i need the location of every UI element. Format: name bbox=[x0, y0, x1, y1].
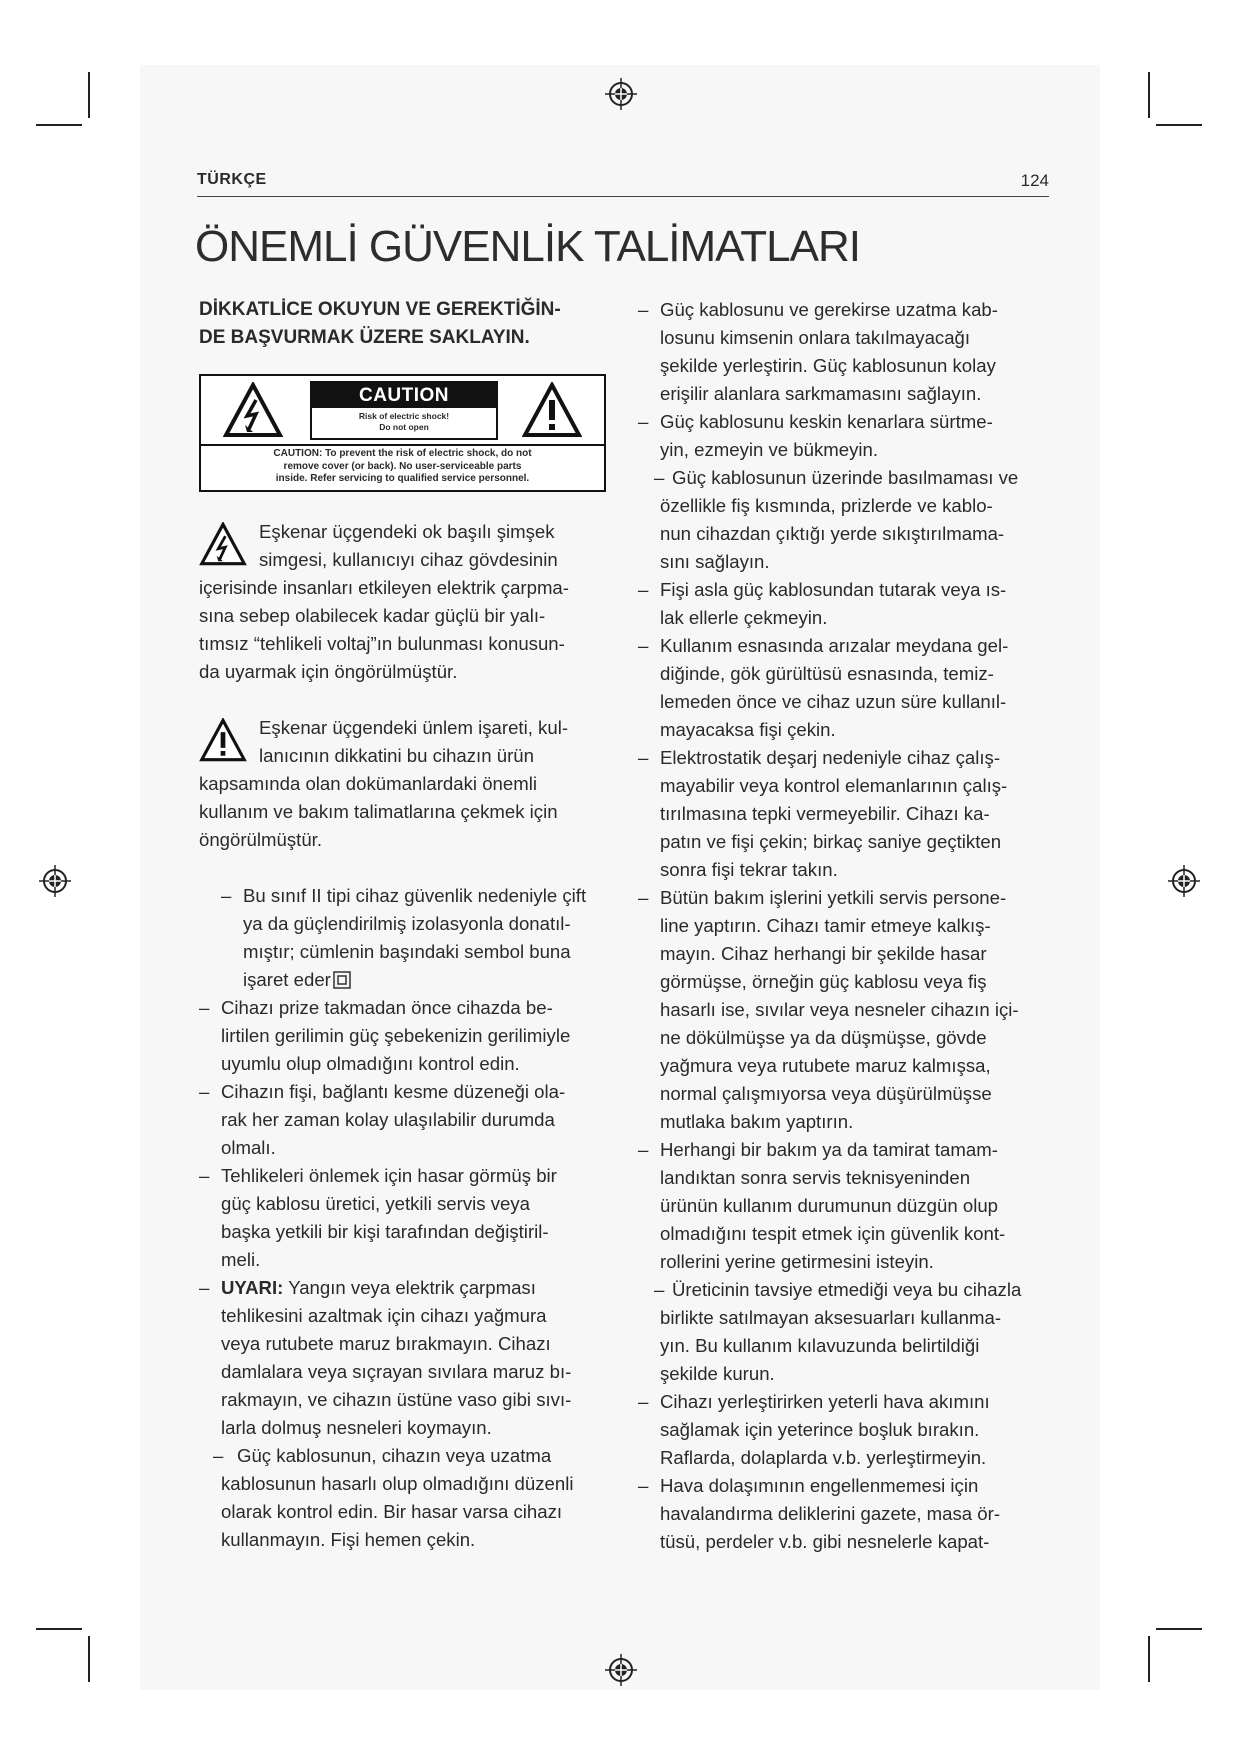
text-line: Raflarda, dolaplarda v.b. yerleştirmeyin. bbox=[660, 1447, 987, 1468]
list-item bbox=[638, 1472, 1058, 1556]
text-line: başka yetkili bir kişi tarafından değiştiril- bbox=[221, 1221, 549, 1242]
text-line: line yaptırın. Cihazı tamir etmeye kalkış- bbox=[660, 915, 991, 936]
caution-label-top bbox=[201, 376, 604, 446]
caution-footer-line: CAUTION: To prevent the risk of electric shock, do not bbox=[273, 448, 532, 459]
text-line: normal çalışmıyorsa veya düşürülmüşse bbox=[660, 1083, 992, 1104]
text-line: şekilde kurun. bbox=[660, 1363, 775, 1384]
text-line: özellikle fiş kısmında, prizlerde ve kablo- bbox=[660, 495, 993, 516]
text-line: sonra fişi tekrar takın. bbox=[660, 859, 838, 880]
list-dash: – bbox=[654, 467, 665, 488]
list-dash: – bbox=[638, 411, 649, 432]
text-line: ürünün kullanım durumunun düzgün olup bbox=[660, 1195, 999, 1216]
caution-sub: Do not open bbox=[379, 422, 429, 432]
list-item bbox=[221, 882, 609, 994]
list-dash: – bbox=[221, 885, 232, 906]
registration-mark-top-icon bbox=[603, 76, 639, 112]
list-dash: – bbox=[654, 1279, 665, 1300]
lightning-triangle-icon bbox=[223, 382, 283, 438]
text-line: erişilir alanlara sarkmamasını sağlayın. bbox=[660, 383, 982, 404]
text-line: olmalı. bbox=[221, 1137, 276, 1158]
list-dash: – bbox=[638, 747, 649, 768]
warning-lead: UYARI: bbox=[221, 1277, 284, 1298]
text-line: uyumlu olup olmadığını kontrol edin. bbox=[221, 1053, 520, 1074]
text-line: Bu sınıf II tipi cihaz güvenlik nedeniyle çift bbox=[243, 885, 587, 906]
exclamation-triangle-icon bbox=[522, 382, 582, 438]
text-line: Herhangi bir bakım ya da tamirat tamam- bbox=[660, 1139, 998, 1160]
list-item bbox=[638, 408, 1058, 464]
list-dash: – bbox=[199, 1277, 210, 1298]
crop-mark-tl-v bbox=[88, 72, 90, 118]
text-line: rollerini yerine getirmesini isteyin. bbox=[660, 1251, 934, 1272]
list-item bbox=[199, 1274, 609, 1442]
text-line: Tehlikeleri önlemek için hasar görmüş bir bbox=[221, 1165, 557, 1186]
registration-mark-right-icon bbox=[1166, 863, 1202, 899]
registration-mark-bottom-icon bbox=[603, 1652, 639, 1688]
text-line: simgesi, kullanıcıyı cihaz gövdesinin bbox=[259, 549, 558, 570]
text-line: mayacaksa fişi çekin. bbox=[660, 719, 836, 740]
intro-notice bbox=[199, 296, 619, 352]
text-line: Kullanım esnasında arızalar meydana gel- bbox=[660, 635, 1009, 656]
text-line: tüsü, perdeler v.b. gibi nesnelerle kapat- bbox=[660, 1531, 990, 1552]
intro-line: DE BAŞVURMAK ÜZERE SAKLAYIN. bbox=[199, 327, 530, 348]
text-line: kullanım ve bakım talimatlarına çekmek için bbox=[199, 801, 558, 822]
crop-mark-tr-h bbox=[1156, 124, 1202, 126]
text-line: rakmayın, ve cihazın üstüne vaso gibi sıvı- bbox=[221, 1389, 572, 1410]
caution-footer-line: inside. Refer servicing to qualified service personnel. bbox=[275, 473, 530, 484]
page-number: 124 bbox=[1020, 171, 1049, 190]
text-line: Elektrostatik deşarj nedeniyle cihaz çalış- bbox=[660, 747, 1001, 768]
crop-mark-bl-h bbox=[36, 1628, 82, 1630]
text-line: mutlaka bakım yaptırın. bbox=[660, 1111, 854, 1132]
list-dash: – bbox=[638, 887, 649, 908]
text-line: damlalara veya sıçrayan sıvılara maruz bı- bbox=[221, 1361, 572, 1382]
list-dash: – bbox=[638, 579, 649, 600]
crop-mark-tr-v bbox=[1148, 72, 1150, 118]
text-line: larla dolmuş nesneleri koymayın. bbox=[221, 1417, 492, 1438]
registration-mark-left-icon bbox=[37, 863, 73, 899]
text-line: Yangın veya elektrik çarpması bbox=[288, 1277, 536, 1298]
list-item bbox=[199, 994, 609, 1078]
list-item bbox=[638, 884, 1058, 1136]
list-dash: – bbox=[213, 1445, 224, 1466]
lightning-symbol-paragraph bbox=[199, 518, 609, 686]
list-dash: – bbox=[638, 1391, 649, 1412]
text-line: losunu kimsenin onlara takılmayacağı bbox=[660, 327, 971, 348]
text-line: Cihazı prize takmadan önce cihazda be- bbox=[221, 997, 553, 1018]
text-line: olmadığını tespit etmek için güvenlik kont- bbox=[660, 1223, 1006, 1244]
intro-line: DİKKATLİCE OKUYUN VE GEREKTİĞİN- bbox=[199, 299, 561, 320]
text-line: Üreticinin tavsiye etmediği veya bu cihazla bbox=[672, 1279, 1022, 1300]
text-line: rak her zaman kolay ulaşılabilir durumda bbox=[221, 1109, 555, 1130]
text-line: işaret eder bbox=[243, 969, 331, 990]
text-line: öngörülmüştür. bbox=[199, 829, 322, 850]
text-line: Eşkenar üçgendeki ünlem işareti, kul- bbox=[259, 717, 569, 738]
text-line: Cihazı yerleştirirken yeterli hava akımını bbox=[660, 1391, 990, 1412]
text-line: Hava dolaşımının engellenmemesi için bbox=[660, 1475, 979, 1496]
text-line: sını sağlayın. bbox=[660, 551, 770, 572]
text-line: Güç kablosunun, cihazın veya uzatma bbox=[237, 1445, 552, 1466]
text-line: Güç kablosunun üzerinde basılmaması ve bbox=[672, 467, 1019, 488]
text-line: diğinde, gök gürültüsü esnasında, temiz- bbox=[660, 663, 994, 684]
exclamation-symbol-paragraph bbox=[199, 714, 609, 854]
text-line: Fişi asla güç kablosundan tutarak veya ıs- bbox=[660, 579, 1007, 600]
text-line: tırılmasına tepki vermeyebilir. Cihazı ka- bbox=[660, 803, 990, 824]
text-line: kullanmayın. Fişi hemen çekin. bbox=[221, 1529, 476, 1550]
text-line: Cihazın fişi, bağlantı kesme düzeneği ola- bbox=[221, 1081, 566, 1102]
text-line: olarak kontrol edin. Bir hasar varsa cihazı bbox=[221, 1501, 563, 1522]
text-line: Eşkenar üçgendeki ok başılı şimşek bbox=[259, 521, 555, 542]
text-line-with-lead bbox=[221, 1274, 609, 1302]
text-line: birlikte satılmayan aksesuarları kullanma- bbox=[660, 1307, 1002, 1328]
text-line: meli. bbox=[221, 1249, 261, 1270]
running-header bbox=[197, 166, 1049, 197]
text-line: ya da güçlendirilmiş izolasyonla donatıl- bbox=[243, 913, 571, 934]
text-line: lanıcının dikkatini bu cihazın ürün bbox=[259, 745, 534, 766]
crop-mark-br-h bbox=[1156, 1628, 1202, 1630]
text-line: sına sebep olabilecek kadar güçlü bir yalı- bbox=[199, 605, 546, 626]
caution-footer-line: remove cover (or back). No user-serviceable parts bbox=[283, 460, 522, 472]
text-line: Güç kablosunu keskin kenarlara sürtme- bbox=[660, 411, 993, 432]
text-line: güç kablosu üretici, yetkili servis veya bbox=[221, 1193, 530, 1214]
text-line: mıştır; cümlenin başındaki sembol buna bbox=[243, 941, 571, 962]
caution-label bbox=[199, 374, 606, 492]
list-item bbox=[199, 1442, 609, 1554]
text-line: kablosunun hasarlı olup olmadığını düzenli bbox=[221, 1473, 574, 1494]
exclamation-triangle-icon bbox=[199, 718, 247, 762]
header-language: TÜRKÇE bbox=[197, 171, 267, 188]
crop-mark-tl-h bbox=[36, 124, 82, 126]
list-dash: – bbox=[638, 635, 649, 656]
caution-footer bbox=[201, 448, 604, 486]
text-line: ne dökülmüşse ya da düşmüşse, gövde bbox=[660, 1027, 987, 1048]
list-item bbox=[638, 464, 1058, 576]
caution-panel bbox=[310, 381, 498, 440]
text-line: lemeden önce ve cihaz uzun süre kullanıl- bbox=[660, 691, 1007, 712]
list-dash: – bbox=[638, 1139, 649, 1160]
text-line: tehlikesini azaltmak için cihazı yağmura bbox=[221, 1305, 547, 1326]
list-item bbox=[638, 576, 1058, 632]
list-dash: – bbox=[199, 997, 210, 1018]
text-line: landıktan sonra servis teknisyeninden bbox=[660, 1167, 971, 1188]
list-item bbox=[199, 1162, 609, 1274]
list-dash: – bbox=[638, 299, 649, 320]
text-line: mayın. Cihaz herhangi bir şekilde hasar bbox=[660, 943, 987, 964]
caution-sub: Risk of electric shock! bbox=[358, 411, 450, 421]
text-line: veya rutubete maruz bırakmayın. Cihazı bbox=[221, 1333, 551, 1354]
text-line: havalandırma deliklerini gazete, masa ör- bbox=[660, 1503, 1001, 1524]
list-dash: – bbox=[199, 1165, 210, 1186]
list-dash: – bbox=[638, 1475, 649, 1496]
crop-mark-br-v bbox=[1148, 1636, 1150, 1682]
text-line: lak ellerle çekmeyin. bbox=[660, 607, 828, 628]
text-line: yağmura veya rutubete maruz kalmışsa, bbox=[660, 1055, 991, 1076]
list-item bbox=[638, 1276, 1058, 1388]
text-line: sağlamak için yeterince boşluk bırakın. bbox=[660, 1419, 980, 1440]
text-line-with-symbol bbox=[233, 966, 609, 994]
left-safety-list bbox=[199, 882, 609, 1554]
text-line: tımsız “tehlikeli voltaj”ın bulunması konusun- bbox=[199, 633, 565, 654]
text-line: hasarlı ise, sıvılar veya nesneler cihazın içi- bbox=[660, 999, 1019, 1020]
crop-mark-bl-v bbox=[88, 1636, 90, 1682]
text-line: mayabilir veya kontrol elemanlarının çalış- bbox=[660, 775, 1008, 796]
text-line: içerisinde insanları etkileyen elektrik çarpma- bbox=[199, 577, 569, 598]
caution-word: CAUTION bbox=[312, 383, 496, 408]
list-item bbox=[638, 296, 1058, 408]
text-line: Bütün bakım işlerini yetkili servis persone- bbox=[660, 887, 1007, 908]
text-line: lirtilen gerilimin güç şebekenizin gerilimiyle bbox=[221, 1025, 571, 1046]
text-line: görmüşse, örneğin güç kablosu veya fiş bbox=[660, 971, 987, 992]
right-safety-list bbox=[638, 296, 1058, 1556]
text-line: nun cihazdan çıktığı yerde sıkıştırılmama- bbox=[660, 523, 1005, 544]
text-line: yın. Bu kullanım kılavuzunda belirtildiği bbox=[660, 1335, 980, 1356]
list-dash: – bbox=[199, 1081, 210, 1102]
list-item bbox=[638, 632, 1058, 744]
list-item bbox=[638, 1388, 1058, 1472]
lightning-triangle-icon bbox=[199, 522, 247, 566]
text-line: patın ve fişi çekin; birkaç saniye geçtikten bbox=[660, 831, 1002, 852]
text-line: kapsamında olan dokümanlardaki önemli bbox=[199, 773, 537, 794]
list-item bbox=[199, 1078, 609, 1162]
text-line: yin, ezmeyin ve bükmeyin. bbox=[660, 439, 879, 460]
list-item bbox=[638, 744, 1058, 884]
text-line: Güç kablosunu ve gerekirse uzatma kab- bbox=[660, 299, 998, 320]
list-item bbox=[638, 1136, 1058, 1276]
text-line: şekilde yerleştirin. Güç kablosunun kolay bbox=[660, 355, 996, 376]
text-line: da uyarmak için öngörülmüştür. bbox=[199, 661, 458, 682]
page-title: ÖNEMLİ GÜVENLİK TALİMATLARI bbox=[195, 222, 860, 271]
class-ii-double-square-icon bbox=[333, 971, 351, 989]
